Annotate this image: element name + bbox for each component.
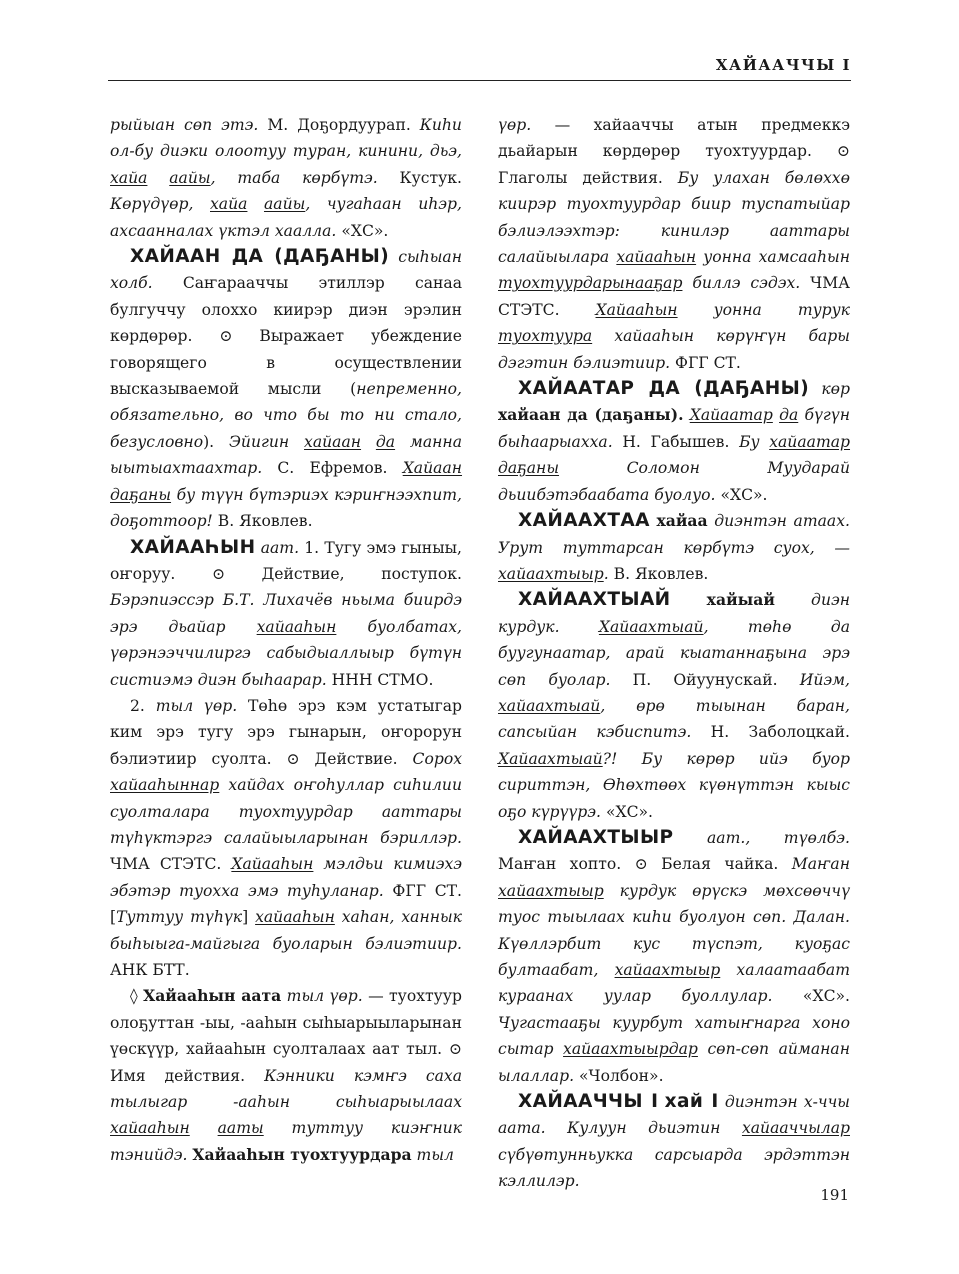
text-run: диэн курдук. bbox=[498, 591, 850, 636]
text-run: Киһи ол-бу диэки олоотуу туран, кинини, дьэ, bbox=[110, 116, 462, 161]
text-run: уонна турук bbox=[677, 300, 850, 319]
text-run: аат., түөлбэ. bbox=[673, 828, 850, 847]
text-run: Кустук. bbox=[399, 168, 462, 187]
underlined-example-word: аайы bbox=[169, 168, 211, 187]
text-run: ЧМА СТЭТС. bbox=[498, 274, 850, 319]
text-run: диэнтэн х-ччы аата. Кулуун дьиэтин bbox=[498, 1093, 850, 1138]
entry-paragraph bbox=[110, 244, 462, 534]
underlined-example-word: хайаатар bbox=[769, 432, 851, 451]
underlined-example-word: даҕаны bbox=[498, 459, 560, 478]
text-run: Туттуу түһүк bbox=[116, 908, 243, 927]
text-run: тыл үөр. bbox=[155, 696, 248, 715]
text-run: рыйыан сөп этэ. bbox=[110, 116, 268, 134]
text-run: Бэрэпиэссэр Б.Т. Лихачёв ньыма биирдэ эрэ дьайар bbox=[110, 591, 462, 636]
text-run: бу түүн бүтэриэх кэриҥнээхпит, доҕоттоор! bbox=[110, 485, 462, 531]
text-run bbox=[247, 195, 264, 213]
text-run: аат. bbox=[255, 538, 305, 557]
running-title: ХАЙААЧЧЫ I bbox=[715, 56, 851, 74]
bold-term: Хайааһын аата bbox=[143, 986, 282, 1006]
text-run: П. Ойуунускай. bbox=[632, 670, 800, 689]
underlined-example-word: хайаахтыай bbox=[498, 696, 601, 715]
text-run: Маҥан bbox=[791, 855, 850, 874]
text-run: Н. Заболоцкай. bbox=[710, 723, 850, 742]
underlined-example-word: ааты bbox=[217, 1119, 264, 1138]
underlined-example-word: Хайааһын bbox=[595, 300, 678, 319]
text-run: Көрүдүөр, bbox=[110, 195, 210, 214]
underlined-example-word: Хайааһын bbox=[231, 855, 314, 874]
text-run: мэлдьи кимиэхэ эбэтэр туохха эмэ туһуланар. bbox=[110, 855, 462, 900]
underlined-example-word: хайааһын bbox=[255, 908, 335, 927]
bold-term: хайыай bbox=[706, 590, 775, 610]
text-run: В. Яковлев. bbox=[217, 512, 313, 531]
left-column bbox=[110, 112, 462, 1168]
text-run: ННН СТМО. bbox=[331, 670, 434, 689]
underlined-example-word: Хайаан bbox=[402, 459, 463, 478]
entry-paragraph bbox=[498, 508, 850, 587]
text-run: М. Доҕордуурап. bbox=[267, 116, 420, 134]
text-run: Маҥан хопто. ⊙ Белая чайка. bbox=[498, 855, 792, 874]
right-column bbox=[498, 112, 850, 1195]
text-run: буолбатах, үөрэнээччилиргэ сабыдыаллыыр бүтүн систиэмэ диэн быһаарар. bbox=[110, 617, 462, 689]
underlined-example-word: Хайаахтыай bbox=[498, 749, 603, 768]
text-run: Бу улахан бөлөххө киирэр туохтуурдар биир туспатыйар бэлиэлээхтэр: кинилэр ааттары салайыылара bbox=[498, 168, 850, 267]
text-run: сыһыан холб. bbox=[110, 248, 462, 293]
text-run: сүбүөтунньукка сарсыарда эрдэттэн кэллилэр. bbox=[498, 1145, 850, 1191]
running-header bbox=[108, 56, 851, 81]
underlined-example-word: хайааһын bbox=[256, 617, 337, 636]
underlined-example-word: хайаан bbox=[304, 432, 362, 451]
text-run: ЧМА СТЭТС. bbox=[110, 855, 232, 874]
underlined-example-word: даҕаны bbox=[110, 485, 172, 504]
entry-paragraph bbox=[498, 825, 850, 1089]
text-run: непременно, обязательно, во что бы то ни стало, безусловно bbox=[110, 380, 462, 451]
underlined-example-word: туохтуура bbox=[498, 327, 593, 346]
text-run: диэнтэн атаах. Урут туттарсан көрбүтэ суох, — bbox=[498, 512, 850, 557]
text-run: «ХС». bbox=[720, 485, 768, 504]
underlined-example-word: Хайаахтыай bbox=[598, 617, 704, 636]
text-run: , таба көрбүтэ. bbox=[210, 168, 400, 187]
entry-paragraph bbox=[498, 376, 850, 508]
text-run: , өрө тыынан баран, сапсыйан кэбиспитэ. bbox=[498, 696, 850, 742]
entry-paragraph bbox=[110, 535, 462, 693]
text-run: , чугаһаан иһэр, ахсаанналах үктэл хаалла. bbox=[110, 195, 462, 240]
headword: ХАЙААН ДА (ДАҔАНЫ) bbox=[130, 246, 390, 268]
underlined-example-word: хайааһыннар bbox=[110, 776, 220, 795]
text-run: халаатаабат кураанах уулар буоллулар. bbox=[498, 961, 850, 1006]
headword: хай I bbox=[664, 1091, 719, 1113]
underlined-example-word: хайаахтыыр bbox=[498, 564, 604, 583]
bold-term: хайаа bbox=[656, 511, 708, 531]
text-run: , төһө да буугунаатар, арай кыатаннаҕына эрэ сөп буолар. bbox=[498, 617, 850, 689]
entry-paragraph bbox=[498, 1089, 850, 1195]
text-run: Н. Габышев. bbox=[622, 432, 740, 451]
text-run: ] bbox=[242, 908, 256, 927]
text-run: курдук өрүскэ мөхсөөччү туос тыылаах киһи буолуон сөп. Далан. Күөллэрбит кус түспэт, куоҕас бултаабат, bbox=[498, 881, 850, 979]
text-run: ФГГ СТ. [ bbox=[110, 881, 462, 927]
underlined-example-word: туохтуурдарынааҕар bbox=[498, 274, 683, 293]
text-run: ?! Бу көрөр ийэ буор сириттэн, Өһөхтөөх күөнүттэн кыыс оҕо күрүүрэ. bbox=[498, 749, 850, 821]
entry-paragraph bbox=[110, 693, 462, 983]
headword: ХАЙААХТАА bbox=[518, 510, 650, 532]
text-run: хайдах оҥоһуллар сиһилии суолталара туохтуурдар ааттары түһүктэргэ салайыыларынан бэриллэр. bbox=[110, 776, 462, 847]
underlined-example-word: да bbox=[375, 432, 396, 451]
text-run: сөп-сөп айманан ылаллар. bbox=[498, 1040, 850, 1085]
headword: ХАЙААТАР ДА (ДАҔАНЫ) bbox=[518, 378, 810, 400]
text-run: 1. Тугу эмэ гыныы, оҥоруу. ⊙ Действие, поступок. bbox=[110, 538, 462, 583]
entry-paragraph bbox=[498, 112, 850, 376]
text-run: туттуу киэҥник тэнийдэ. bbox=[110, 1119, 462, 1164]
text-run: . bbox=[603, 564, 614, 583]
text-run bbox=[671, 591, 707, 609]
text-run: «ХС». bbox=[341, 221, 389, 240]
underlined-example-word: хайааччылар bbox=[741, 1119, 850, 1138]
underlined-example-word: хайаахтыыр bbox=[498, 881, 604, 900]
text-run: хаһан, ханнык быһыыга-майгыга буоларын бэлиэтиир. bbox=[110, 908, 462, 953]
text-run: АНК БТТ. bbox=[110, 961, 190, 979]
text-run: Чугастааҕы куурбут хатыҥнарга хоно сытар bbox=[498, 1013, 850, 1059]
bold-term: Хайааһын туохтуурдара bbox=[192, 1144, 412, 1164]
text-run: В. Яковлев. bbox=[613, 564, 709, 583]
text-run: С. Ефремов. bbox=[277, 459, 403, 478]
text-run: тыл bbox=[411, 1145, 454, 1164]
text-run: ). bbox=[203, 432, 229, 451]
text-run bbox=[190, 1119, 218, 1137]
text-run: Соломон Муударай дьиибэтэбаабата буолуо. bbox=[498, 459, 850, 504]
entry-paragraph bbox=[498, 587, 850, 825]
text-run: биллэ сэдэх. bbox=[682, 274, 811, 293]
text-run: Кэнники кэмҥэ саха тылыгар -ааһын сыһыарыылаах bbox=[110, 1066, 462, 1112]
underlined-example-word: хайа bbox=[210, 195, 248, 214]
text-run: уонна хамсааһын bbox=[696, 248, 850, 267]
text-run: ФГГ СТ. bbox=[675, 353, 741, 372]
headword: ХАЙААХТЫЫР bbox=[518, 826, 674, 848]
text-run: тыл үөр. bbox=[281, 987, 369, 1006]
text-run: «ХС». bbox=[802, 987, 850, 1006]
text-run: — хайааччы атын предмеккэ дьайарын көрдөрөр туохтуурдар. ⊙ Глаголы действия. bbox=[498, 116, 851, 187]
text-run: үөр. bbox=[498, 116, 555, 134]
text-run: көр bbox=[809, 380, 851, 399]
text-run: Төһө эрэ кэм устатыгар ким эрэ тугу эрэ гынарын, оҥорорун бэлиэтиир суолта. ⊙ Действие. bbox=[110, 696, 463, 768]
headword: ХАЙААЧЧЫ I bbox=[518, 1091, 659, 1113]
text-run: хайааһын көрүҥүн бары дэгэтин бэлиэтиир. bbox=[498, 327, 850, 372]
underlined-example-word: да bbox=[779, 406, 799, 425]
text-run: — туохтуур олоҕуттан -ыы, -ааһын сыһыарыыларынан үөскүүр, хайааһын суолталаах аат тыл. ⊙ Имя действия. bbox=[110, 987, 462, 1085]
page-number: 191 bbox=[820, 1186, 849, 1204]
text-run: Сорох bbox=[412, 749, 462, 768]
underlined-example-word: аайы bbox=[263, 195, 306, 214]
underlined-example-word: Хайаатар bbox=[689, 406, 773, 425]
underlined-example-word: хайа bbox=[110, 168, 148, 187]
headword: ХАЙААХТЫАЙ bbox=[518, 589, 671, 611]
bold-term: хайаан да (даҕаны). bbox=[498, 405, 684, 425]
text-run: манна ыытыахтаахтар. bbox=[110, 432, 462, 478]
text-run: Эйигин bbox=[228, 432, 305, 451]
underlined-example-word: хайаахтыырдар bbox=[563, 1040, 698, 1059]
headword: ХАЙААҺЫН bbox=[130, 536, 256, 558]
entry-paragraph bbox=[110, 112, 462, 244]
text-run: Саҥарааччы этиллэр санаа булгуччу олоххо киирэр диэн эрэлин көрдөрөр. ⊙ Выражает убеждение говорящего в осуществлении высказываемой мысли ( bbox=[110, 274, 462, 399]
text-run: бүгүн быһаарыахха. bbox=[498, 406, 850, 451]
text-run: ◊ bbox=[130, 987, 144, 1006]
text-run bbox=[361, 433, 376, 451]
underlined-example-word: хайааһын bbox=[616, 248, 697, 267]
text-run: «ХС». bbox=[605, 802, 654, 821]
text-run: «Чолбон». bbox=[578, 1066, 664, 1085]
text-run: Бу bbox=[739, 432, 770, 451]
underlined-example-word: хайааһын bbox=[110, 1119, 190, 1138]
underlined-example-word: хайаахтыыр bbox=[614, 961, 721, 979]
text-run: 2. bbox=[130, 696, 156, 715]
entry-paragraph bbox=[110, 983, 462, 1168]
text-run bbox=[147, 169, 169, 187]
text-run: Ийэм, bbox=[799, 670, 850, 689]
